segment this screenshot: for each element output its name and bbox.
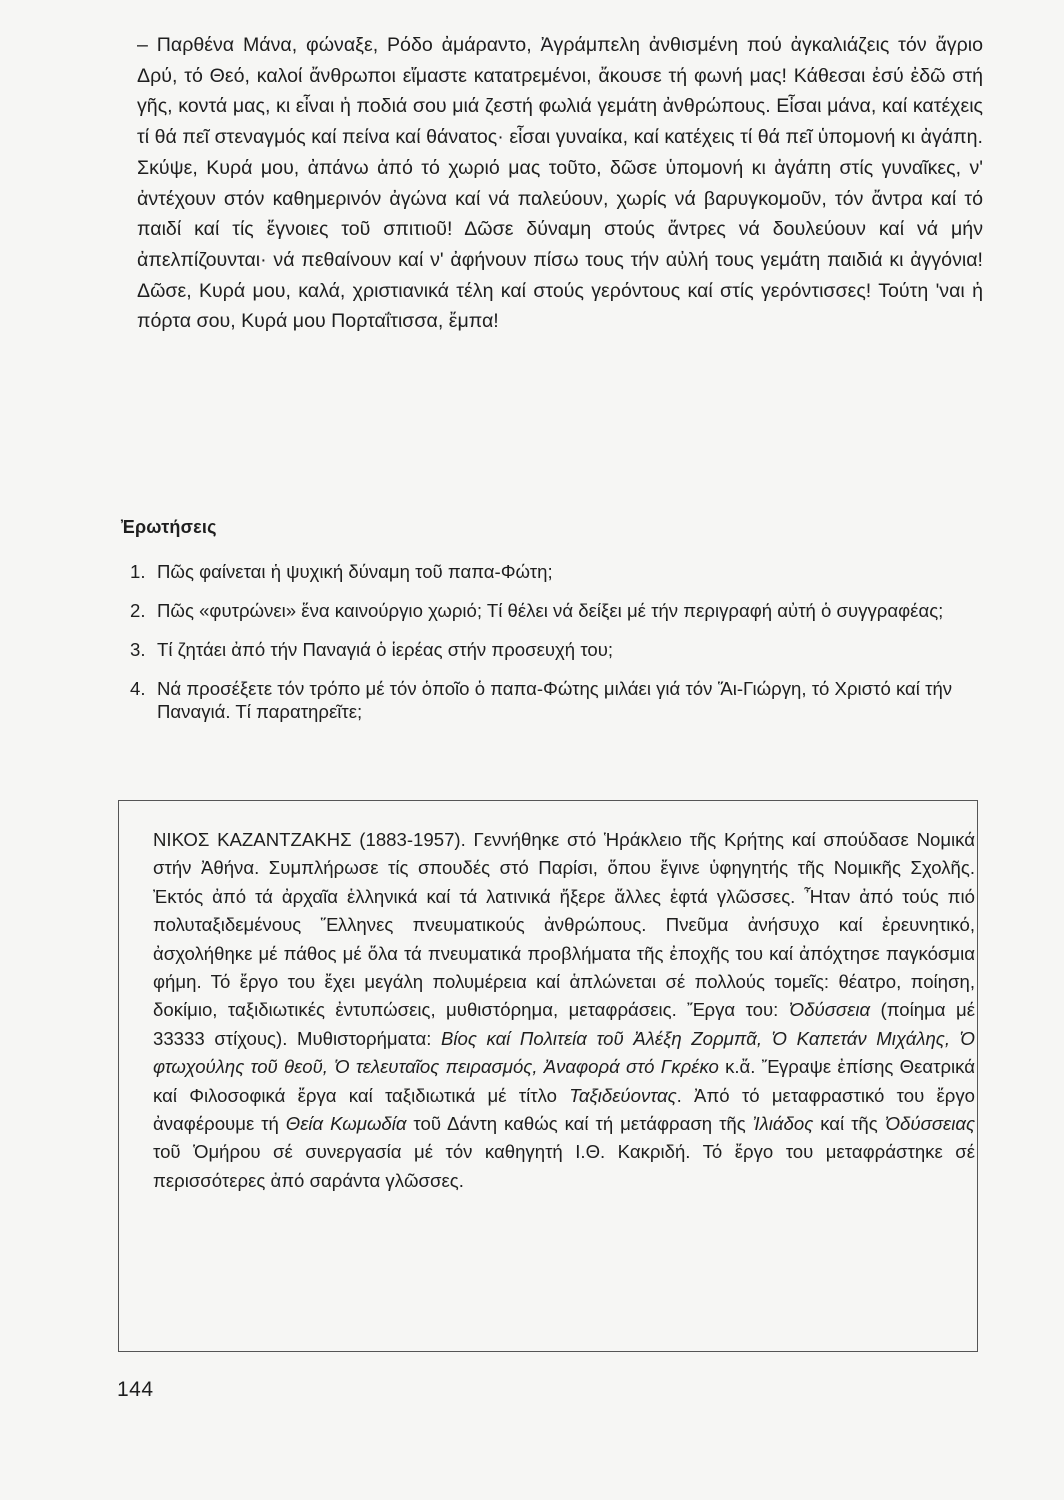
bio-work-title: Ὀδύσσεια — [788, 999, 871, 1021]
prayer-passage — [137, 30, 983, 337]
question-item — [130, 599, 990, 622]
bio-text-segment: κ.ἄ. Ἔγραψε ἐπίσης Θεατρικά καί Φιλοσοφικά ἔργα καί ταξιδιωτικά μέ τίτλο — [153, 1056, 975, 1106]
page-number: 144 — [117, 1378, 154, 1401]
bio-text-segment: τοῦ Δάντη καθώς καί τή μετάφραση τῆς — [406, 1113, 753, 1135]
question-text: Τί ζητάει ἀπό τήν Παναγιά ὁ ἱερέας στήν προσευχή του; — [157, 639, 614, 660]
bio-work-title: Ταξιδεύοντας — [569, 1084, 677, 1106]
bio-work-title: Ἰλιάδος — [752, 1113, 814, 1135]
bio-text-segment: τοῦ Ὁμήρου σέ συνεργασία μέ τόν καθηγητή Ι.Θ. Κακριδή. Τό ἔργο του μεταφράστηκε σέ περισσότερες ἀπό σαράντα γλῶσσες. — [153, 1141, 975, 1191]
questions-list — [130, 560, 990, 739]
questions-heading: Ἐρωτήσεις — [121, 517, 217, 537]
question-number: 3. — [130, 639, 146, 660]
author-bio-text — [153, 826, 975, 1195]
bio-work-title: Ὀδύσσειας — [884, 1113, 975, 1135]
question-text: Πῶς «φυτρώνει» ἕνα καινούργιο χωριό; Τί θέλει νά δείξει μέ τήν περιγραφή αὐτή ὁ συγγραφέας; — [157, 600, 944, 621]
bio-text-segment: (ποίημα μέ 33333 στίχους). Μυθιστορήματα: — [153, 999, 975, 1049]
bio-text-segment: . Ἀπό τό μεταφραστικό του ἔργο ἀναφέρουμε τή — [153, 1084, 975, 1135]
bio-work-title: Θεία Κωμωδία — [285, 1113, 407, 1135]
question-item — [130, 560, 990, 583]
bio-work-title: Βίος καί Πολιτεία τοῦ Ἀλέξη Ζορμπᾶ, Ὁ Καπετάν Μιχάλης, Ὁ φτωχούλης τοῦ θεοῦ, Ὁ τελευταῖος πειρασμός, Ἀναφορά στό Γκρέκο — [153, 1027, 975, 1078]
question-item — [130, 677, 990, 723]
bio-text-segment: ΝΙΚΟΣ ΚΑΖΑΝΤΖΑΚΗΣ (1883-1957). Γεννήθηκε στό Ἡράκλειο τῆς Κρήτης καί σπούδασε Νομικά στήν Ἀθήνα. Συμπλήρωσε τίς σπουδές στό Παρίσι, ὅπου ἔγινε ὑφηγητής τῆς Νομικῆς Σχολῆς. Ἐκτός ἀπό τά ἀρχαῖα ἑλληνικά καί τά λατινικά ἤξερε ἄλλες ἑφτά γλῶσσες. Ἦταν ἀπό τούς πιό πολυταξιδεμένους Ἕλληνες πνευματικούς ἀνθρώπους. Πνεῦμα ἀνήσυχο καί ἐρευνητικό, ἀσχολήθηκε μέ πάθος μέ ὅλα τά πνευματικά προβλήματα τῆς ἐποχῆς του καί ἀπόχτησε παγκόσμια φήμη. Τό ἔργο του ἔχει μεγάλη πολυμέρεια καί ἁπλώνεται σέ πολλούς τομεῖς: θέατρο, ποίηση, δοκίμιο, ταξιδιωτικές ἐντυπώσεις, μυθιστόρημα, μεταφράσεις. Ἔργα του: — [153, 829, 975, 1021]
question-number: 4. — [130, 678, 146, 699]
question-text: Νά προσέξετε τόν τρόπο μέ τόν ὁποῖο ὁ παπα-Φώτης μιλάει γιά τόν Ἅι-Γιώργη, τό Χριστό καί τήν Παναγιά. Τί παρατηρεῖτε; — [157, 678, 953, 722]
question-number: 1. — [130, 561, 146, 582]
bio-text-segment: καί τῆς — [813, 1113, 885, 1135]
question-item — [130, 638, 990, 661]
question-text: Πῶς φαίνεται ἡ ψυχική δύναμη τοῦ παπα-Φώτη; — [157, 561, 553, 582]
question-number: 2. — [130, 600, 146, 621]
prayer-paragraph: – Παρθένα Μάνα, φώναξε, Ρόδο ἀμάραντο, Ἀγράμπελη ἀνθισμένη πού ἀγκαλιάζεις τόν ἄγριο Δρύ, τό Θεό, καλοί ἄνθρωποι εἴμαστε κατατρεμένοι, ἄκουσε τή φωνή μας! Κάθεσαι ἐσύ ἐδῶ στή γῆς, κοντά μας, κι εἶναι ἡ ποδιά σου μιά ζεστή φωλιά γεμάτη ἀνθρώπους. Εἶσαι μάνα, καί κατέχεις τί θά πεῖ στεναγμός καί πείνα καί θάνατος· εἶσαι γυναίκα, καί κατέχεις τί θά πεῖ ὑπομονή κι ἀγάπη. Σκύψε, Κυρά μου, ἀπάνω ἀπό τό χωριό μας τοῦτο, δῶσε ὑπομονή κι ἀγάπη στίς γυναῖκες, ν' ἀντέχουν στόν καθημερινόν ἀγώνα καί νά παλεύουν, χωρίς νά βαρυγκομοῦν, τόν ἄντρα καί τό παιδί καί τίς ἔγνοιες τοῦ σπιτιοῦ! Δῶσε δύναμη στούς ἄντρες νά δουλεύουν καί νά μήν ἀπελπίζουνται· νά πεθαίνουν καί ν' ἀφήνουν πίσω τους τήν αὐλή τους γεμάτη παιδιά κι ἀγγόνια! Δῶσε, Κυρά μου, καλά, χριστιανικά τέλη καί στούς γερόντους καί στίς γερόντισσες! Τούτη 'ναι ἡ πόρτα σου, Κυρά μου Πορταΐτισσα, ἔμπα! — [137, 34, 983, 333]
